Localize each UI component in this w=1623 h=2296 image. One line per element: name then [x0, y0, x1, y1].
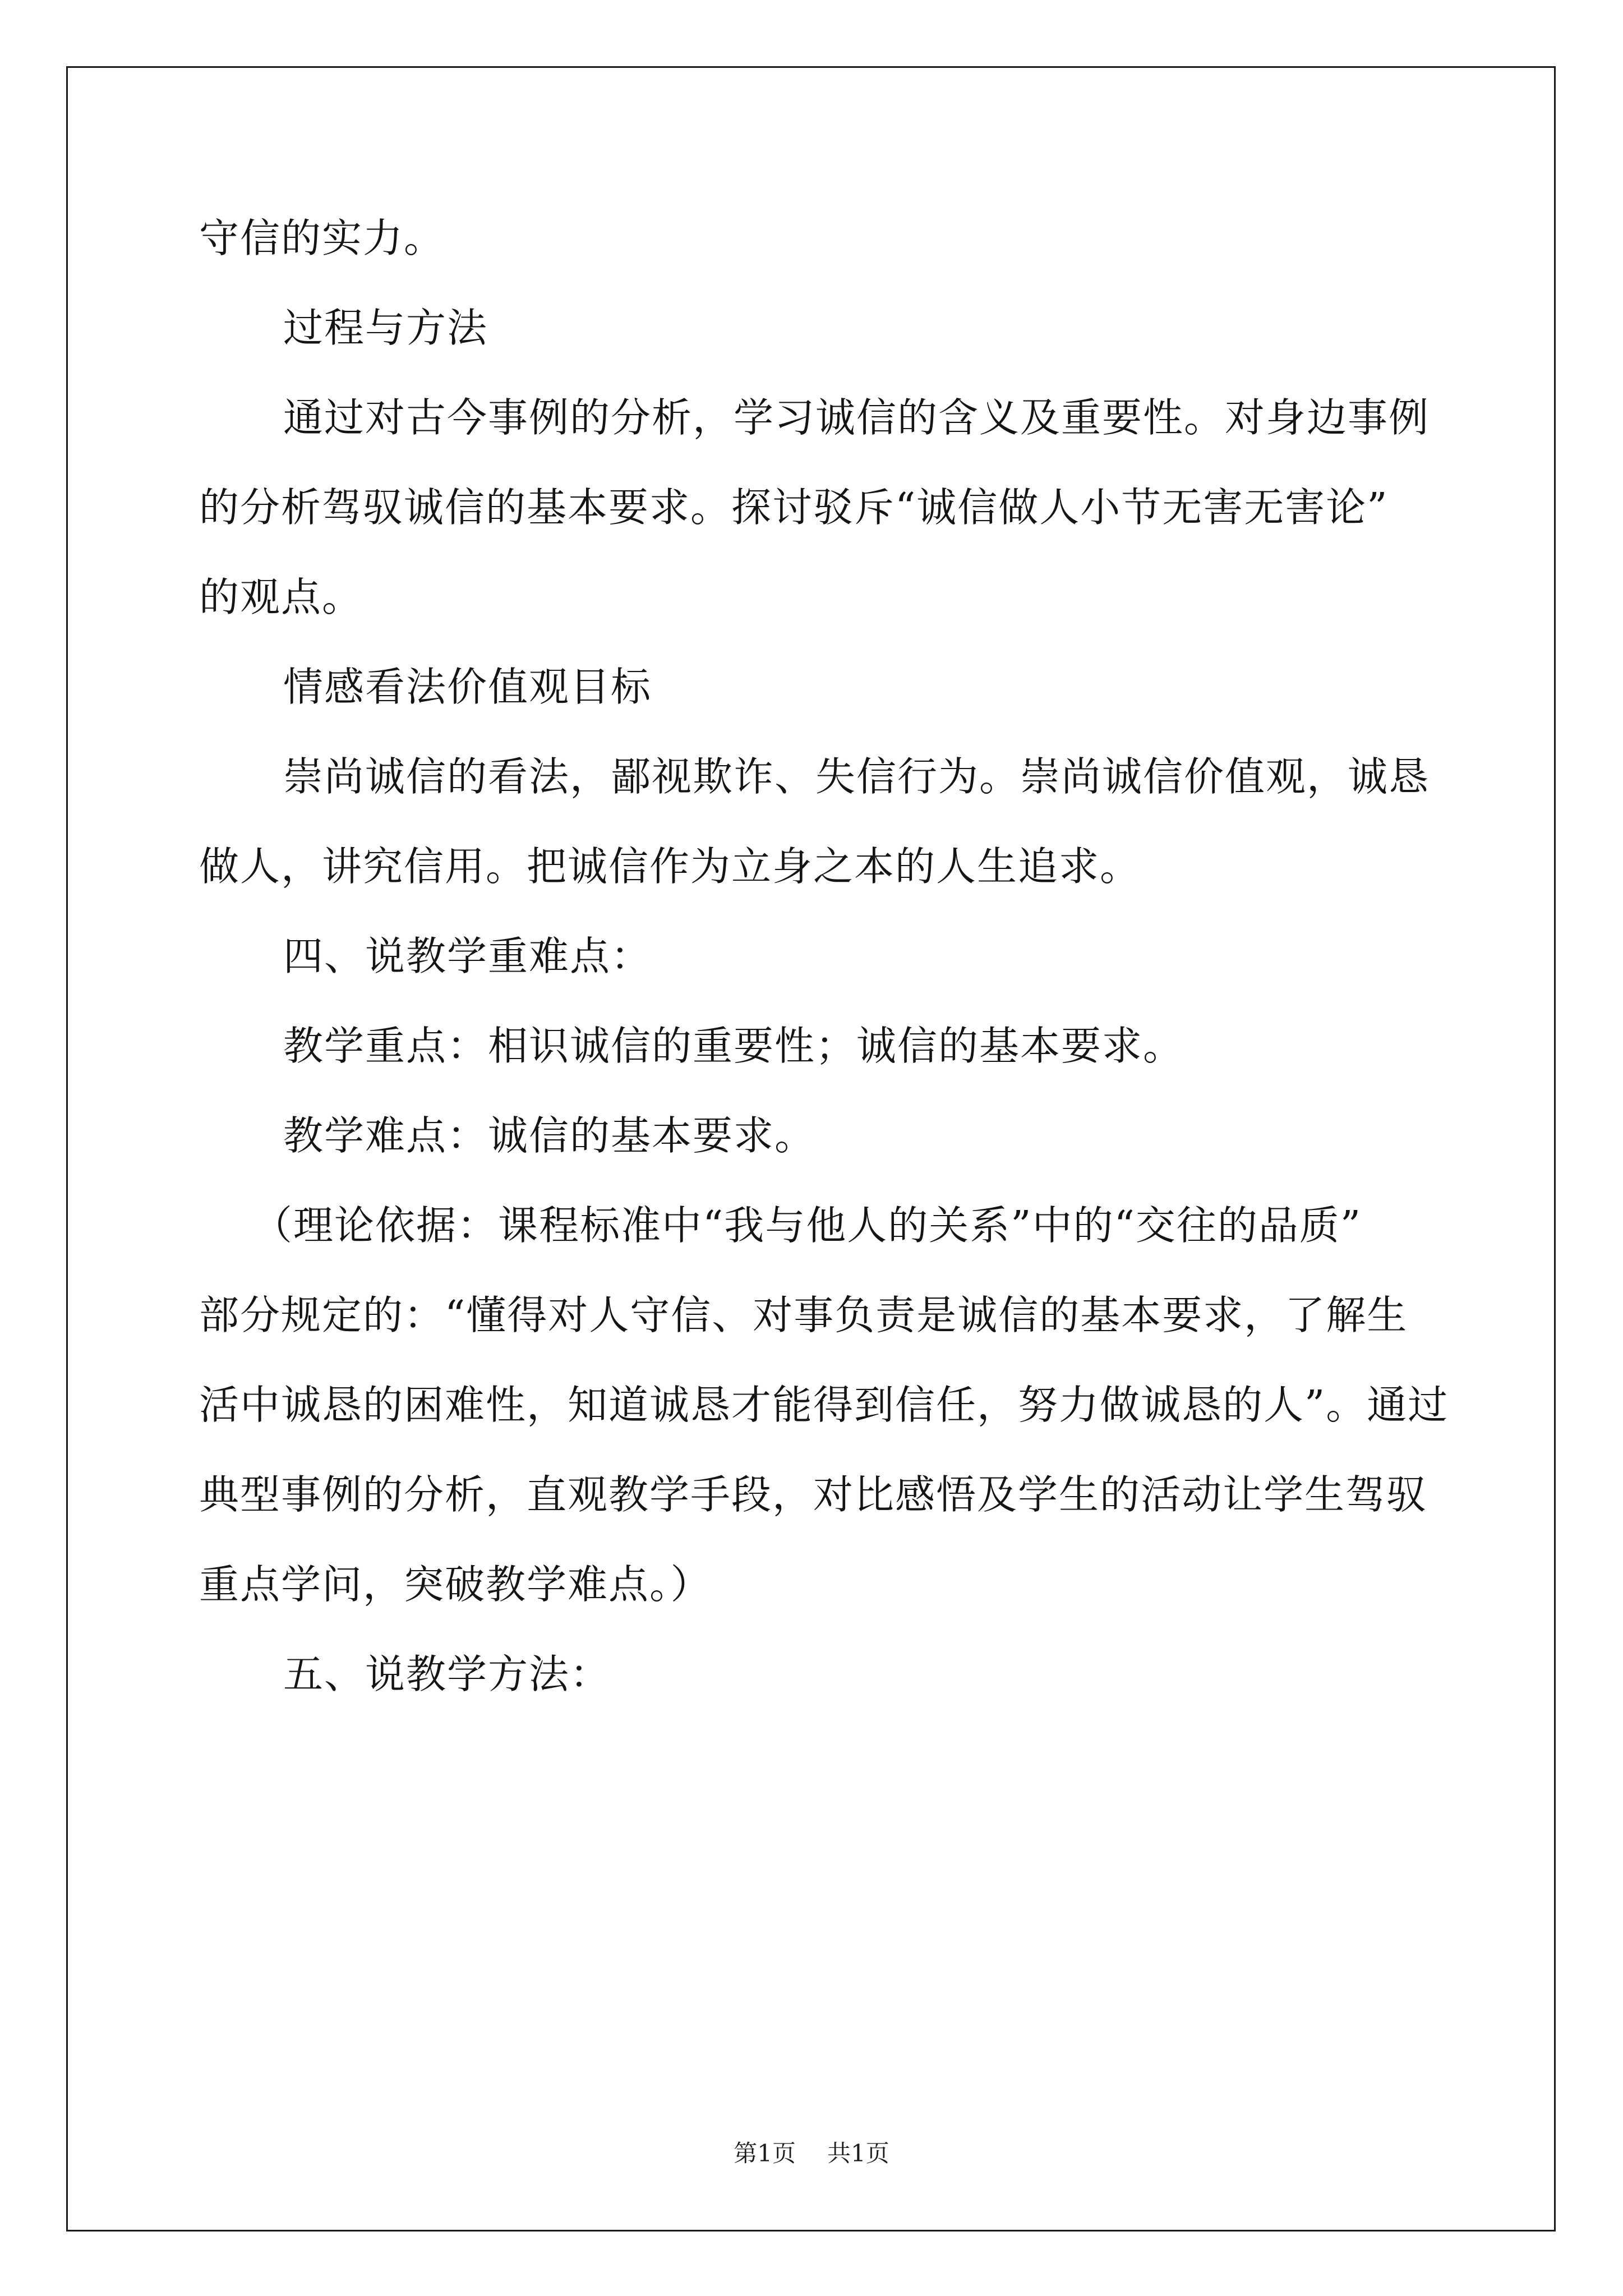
- page-footer: [0, 2135, 1623, 2169]
- page-total: 共1页: [827, 2139, 889, 2167]
- document-body: [199, 194, 1449, 1719]
- text-line: 部分规定的：“懂得对人守信、对事负责是诚信的基本要求，了解生: [199, 1292, 1408, 1338]
- section-heading: 过程与方法: [283, 305, 488, 351]
- text-line: 守信的实力。: [199, 215, 445, 261]
- text-line: （理论依据：课程标准中“我与他人的关系”中的“交往的品质”: [252, 1202, 1362, 1249]
- text-line: 崇尚诚信的看法，鄙视欺诈、失信行为。崇尚诚信价值观，诚恳: [283, 753, 1430, 800]
- text-line: 教学重点：相识诚信的重要性；诚信的基本要求。: [283, 1023, 1184, 1069]
- text-line: 活中诚恳的困难性，知道诚恳才能得到信任，努力做诚恳的人”。通过: [199, 1382, 1449, 1428]
- text-line: 通过对古今事例的分析，学习诚信的含义及重要性。对身边事例: [283, 394, 1430, 441]
- section-heading: 情感看法价值观目标: [283, 664, 652, 710]
- page-number: 第1页: [734, 2139, 796, 2167]
- section-heading: 五、说教学方法：: [283, 1651, 611, 1697]
- text-line: 典型事例的分析，直观教学手段，对比感悟及学生的活动让学生驾驭: [199, 1471, 1428, 1518]
- text-line: 重点学问，突破教学难点。）: [199, 1561, 712, 1608]
- text-line: 做人，讲究信用。把诚信作为立身之本的人生追求。: [199, 843, 1141, 890]
- text-line: 教学难点：诚信的基本要求。: [283, 1112, 816, 1159]
- section-heading: 四、说教学重难点：: [283, 933, 652, 979]
- text-line: 的观点。: [199, 574, 363, 620]
- text-line: 的分析驾驭诚信的基本要求。探讨驳斥“诚信做人小节无害无害论”: [199, 484, 1389, 531]
